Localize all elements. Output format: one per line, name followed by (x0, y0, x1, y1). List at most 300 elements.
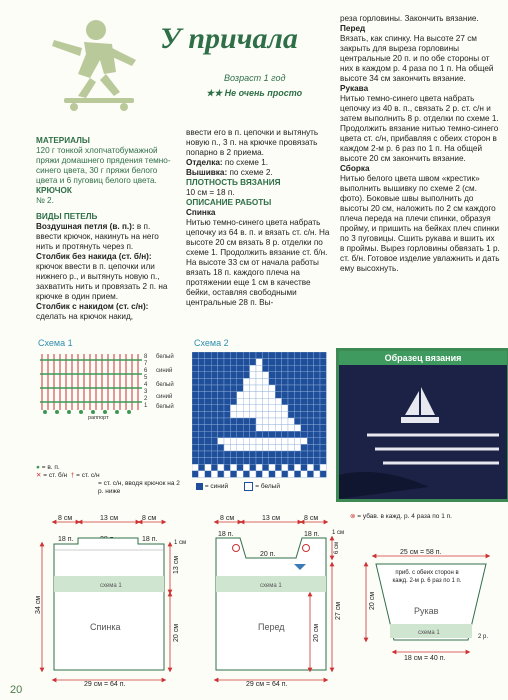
grid-cell (230, 451, 236, 458)
grid-cell (275, 352, 281, 359)
grid-cell (192, 372, 198, 379)
grid-cell (307, 451, 313, 458)
front-bottom: 29 см = 64 п. (246, 681, 288, 688)
grid-cell (250, 385, 256, 392)
back-height-upper: 13 см (173, 555, 180, 574)
grid-cell (282, 431, 288, 438)
grid-cell (205, 398, 211, 405)
grid-cell (237, 451, 243, 458)
grid-cell (205, 471, 211, 478)
grid-cell (243, 359, 249, 366)
grid-cell (282, 372, 288, 379)
grid-cell (211, 392, 217, 399)
grid-cell (262, 365, 268, 372)
grid-cell (307, 352, 313, 359)
grid-cell (320, 398, 326, 405)
grid-cell (198, 425, 204, 432)
grid-cell (269, 392, 275, 399)
grid-cell (282, 378, 288, 385)
page-title: У причала (160, 22, 298, 55)
grid-cell (256, 438, 262, 445)
grid-cell (205, 372, 211, 379)
grid-cell (198, 418, 204, 425)
white-swatch (244, 482, 253, 491)
grid-cell (320, 418, 326, 425)
front-width-right: 8 см (304, 515, 319, 522)
grid-cell (275, 471, 281, 478)
grid-cell (198, 392, 204, 399)
grid-cell (301, 425, 307, 432)
grid-cell (243, 431, 249, 438)
grid-cell (314, 398, 320, 405)
grid-cell (262, 464, 268, 471)
grid-cell (237, 372, 243, 379)
grid-cell (269, 385, 275, 392)
row-label-2: 2 (144, 396, 148, 402)
grid-cell (224, 405, 230, 412)
back-width-left: 8 см (58, 515, 73, 522)
scheme1-title: Схема 1 (38, 338, 73, 348)
grid-cell (307, 365, 313, 372)
grid-cell (314, 392, 320, 399)
grid-cell (211, 444, 217, 451)
grid-cell (205, 365, 211, 372)
grid-cell (243, 418, 249, 425)
grid-cell (288, 464, 294, 471)
grid-cell (250, 398, 256, 405)
column-materials (36, 136, 178, 322)
grid-cell (256, 451, 262, 458)
grid-cell (205, 438, 211, 445)
grid-cell (314, 405, 320, 412)
grid-cell (320, 431, 326, 438)
grid-cell (205, 444, 211, 451)
back-heading: Спинка (186, 208, 216, 217)
grid-cell (314, 418, 320, 425)
grid-cell (250, 372, 256, 379)
grid-cell (243, 372, 249, 379)
grid-cell (282, 458, 288, 465)
grid-cell (205, 464, 211, 471)
grid-cell (243, 458, 249, 465)
grid-cell (250, 352, 256, 359)
grid-cell (320, 458, 326, 465)
grid-cell (288, 378, 294, 385)
grid-cell (314, 425, 320, 432)
grid-cell (307, 458, 313, 465)
grid-cell (275, 398, 281, 405)
grid-cell (320, 378, 326, 385)
grid-cell (269, 352, 275, 359)
grid-cell (301, 438, 307, 445)
grid-cell (250, 359, 256, 366)
grid-cell (205, 359, 211, 366)
grid-cell (230, 365, 236, 372)
grid-cell (205, 451, 211, 458)
grid-cell (320, 411, 326, 418)
grid-cell (262, 431, 268, 438)
grid-cell (262, 458, 268, 465)
grid-cell (320, 372, 326, 379)
row-label-1: 1 (144, 403, 148, 409)
grid-cell (269, 372, 275, 379)
grid-cell (237, 398, 243, 405)
grid-cell (218, 411, 224, 418)
grid-cell (205, 392, 211, 399)
grid-cell (256, 431, 262, 438)
grid-cell (288, 418, 294, 425)
grid-cell (250, 431, 256, 438)
sleeve-scheme-label: схема 1 (418, 630, 440, 636)
difficulty-label: ★★ Не очень просто (206, 88, 303, 98)
grid-cell (314, 378, 320, 385)
col3-continued-text: реза горловины. Закончить вязание. (340, 14, 479, 23)
grid-cell (262, 438, 268, 445)
back-text: Нитью темно-синего цвета набрать цепочку из 64 в. п. и вязать ст. с/н. На высоте 20 см вязать 8 р. отделки по схеме 1. Продолжить вязание ст. б/н. На высоте 33 см от начала работы вязать 18 п. каждого плеча на протяжении еще 1 см в качестве бейки, оставляя свободными центральные 28 п. Вы- (186, 218, 330, 307)
grid-cell (288, 405, 294, 412)
grid-cell (282, 359, 288, 366)
grid-cell (250, 444, 256, 451)
grid-cell (262, 352, 268, 359)
work-heading: ОПИСАНИЕ РАБОТЫ (186, 198, 272, 207)
grid-cell (243, 411, 249, 418)
grid-cell (288, 352, 294, 359)
grid-cell (307, 378, 313, 385)
grid-cell (224, 458, 230, 465)
grid-cell (192, 418, 198, 425)
front-text: Вязать, как спинку. На высоте 27 см закрыть для выреза горловины центральные 20 п. и по обе стороны от них в каждом р. 4 раза по 1 п. На общей высоте 34 см закончить вязание. (340, 34, 494, 83)
back-height-lower: 20 см (173, 623, 180, 642)
grid-cell (262, 405, 268, 412)
grid-cell (230, 392, 236, 399)
grid-cell (237, 444, 243, 451)
grid-cell (230, 458, 236, 465)
grid-cell (307, 418, 313, 425)
grid-cell (294, 378, 300, 385)
grid-cell (282, 398, 288, 405)
grid-cell (288, 451, 294, 458)
back-height-total: 34 см (35, 595, 42, 614)
grid-cell (262, 385, 268, 392)
finishing-text: Отделка: по схеме 1. (186, 158, 269, 167)
grid-cell (314, 365, 320, 372)
grid-cell (237, 438, 243, 445)
grid-cell (262, 398, 268, 405)
grid-cell (256, 405, 262, 412)
grid-cell (224, 431, 230, 438)
grid-cell (230, 359, 236, 366)
grid-cell (218, 418, 224, 425)
grid-cell (205, 411, 211, 418)
grid-cell (282, 418, 288, 425)
grid-cell (314, 444, 320, 451)
grid-cell (269, 398, 275, 405)
grid-cell (224, 352, 230, 359)
grid-cell (230, 438, 236, 445)
grid-cell (211, 425, 217, 432)
grid-cell (256, 385, 262, 392)
grid-cell (301, 372, 307, 379)
grid-cell (307, 398, 313, 405)
increase-note: приб. с обеих сторон в кажд. 2-м р. 6 раз по 1 п. (392, 570, 462, 584)
grid-cell (282, 464, 288, 471)
grid-cell (301, 365, 307, 372)
grid-cell (294, 431, 300, 438)
grid-cell (256, 464, 262, 471)
grid-cell (230, 444, 236, 451)
grid-cell (282, 425, 288, 432)
sleeve-heading: Рукава (340, 84, 369, 93)
grid-cell (282, 392, 288, 399)
grid-cell (192, 444, 198, 451)
grid-cell (320, 359, 326, 366)
grid-cell (230, 431, 236, 438)
grid-cell (314, 471, 320, 478)
grid-cell (275, 464, 281, 471)
grid-cell (269, 359, 275, 366)
grid-cell (205, 352, 211, 359)
grid-cell (269, 471, 275, 478)
grid-cell (320, 451, 326, 458)
grid-cell (314, 372, 320, 379)
materials-text: 120 г тонкой хлопчатобумажной пряжи домашнего прядения темно-синего цвета, 30 г пряжи белого цвета и 6 пуговиц белого цвета. (36, 146, 171, 185)
grid-cell (282, 405, 288, 412)
grid-cell (288, 438, 294, 445)
grid-cell (237, 365, 243, 372)
grid-cell (198, 458, 204, 465)
grid-cell (288, 411, 294, 418)
grid-cell (230, 372, 236, 379)
grid-cell (224, 378, 230, 385)
grid-cell (256, 392, 262, 399)
grid-cell (288, 471, 294, 478)
grid-cell (243, 438, 249, 445)
grid-cell (224, 398, 230, 405)
grid-cell (230, 398, 236, 405)
grid-cell (243, 471, 249, 478)
grid-cell (250, 418, 256, 425)
grid-cell (224, 359, 230, 366)
legend-sc: ✕ = ст. б/н † = ст. с/н (36, 472, 100, 479)
grid-cell (294, 398, 300, 405)
grid-cell (243, 451, 249, 458)
grid-cell (211, 398, 217, 405)
grid-cell (237, 385, 243, 392)
grid-cell (269, 411, 275, 418)
grid-cell (237, 378, 243, 385)
grid-cell (224, 451, 230, 458)
grid-cell (294, 444, 300, 451)
grid-cell (288, 458, 294, 465)
grid-cell (224, 438, 230, 445)
grid-cell (294, 359, 300, 366)
grid-cell (237, 352, 243, 359)
grid-cell (256, 458, 262, 465)
grid-cell (307, 431, 313, 438)
grid-cell (230, 405, 236, 412)
grid-cell (320, 464, 326, 471)
grid-cell (256, 359, 262, 366)
grid-cell (262, 359, 268, 366)
grid-cell (198, 411, 204, 418)
grid-cell (237, 458, 243, 465)
grid-cell (314, 451, 320, 458)
grid-cell (218, 385, 224, 392)
grid-cell (301, 444, 307, 451)
grid-cell (275, 458, 281, 465)
grid-cell (250, 438, 256, 445)
front-st-right: 18 п. (304, 531, 320, 538)
grid-cell (301, 359, 307, 366)
grid-cell (218, 451, 224, 458)
grid-cell (198, 471, 204, 478)
sleeve-bottom: 18 см = 40 п. (404, 655, 446, 662)
grid-cell (192, 398, 198, 405)
grid-cell (294, 458, 300, 465)
grid-cell (211, 431, 217, 438)
grid-cell (262, 411, 268, 418)
grid-cell (198, 438, 204, 445)
grid-cell (205, 418, 211, 425)
grid-cell (314, 359, 320, 366)
assembly-text: Нитью белого цвета швом «крестик» выполнить вышивку по схеме 2 (см. фото). Боковые швы выполнить до высоты 20 см, наложить по 2 см каждого плеча переда на плечи спинки, образуя пройму, и пришить на бейках плеч спинки по 3 пуговицы. Сшить рукава и вшить их в проймы. Вырез горловины обвязать 1 р. ст. б/н. Готовое изделие увлажнить и дать ему высохнуть. (340, 174, 500, 273)
scheme2-grid (192, 352, 330, 480)
legend-dc2: = ст. с/н, вводя крючок на 2 р. ниже (98, 480, 180, 495)
row-label-8: 8 (144, 354, 148, 360)
row-label-7: 7 (144, 361, 148, 367)
grid-cell (198, 444, 204, 451)
scheme1-legend (36, 464, 186, 496)
grid-cell (275, 411, 281, 418)
grid-cell (288, 431, 294, 438)
back-pattern (35, 515, 186, 688)
grid-cell (192, 378, 198, 385)
grid-cell (262, 471, 268, 478)
density-heading: ПЛОТНОСТЬ ВЯЗАНИЯ (186, 178, 281, 187)
garment-patterns (20, 514, 508, 688)
grid-cell (198, 464, 204, 471)
grid-cell (224, 444, 230, 451)
grid-cell (243, 392, 249, 399)
grid-cell (205, 405, 211, 412)
grid-cell (198, 372, 204, 379)
skateboarder-icon (34, 14, 152, 114)
grid-cell (198, 365, 204, 372)
grid-cell (307, 392, 313, 399)
grid-cell (294, 411, 300, 418)
column-work (186, 128, 331, 308)
grid-cell (320, 352, 326, 359)
grid-cell (237, 431, 243, 438)
grid-cell (211, 359, 217, 366)
grid-cell (294, 372, 300, 379)
dc-text: Столбик с накидом (ст. с/н): сделать на крючок накид, (36, 302, 149, 321)
grid-cell (224, 425, 230, 432)
grid-cell (198, 352, 204, 359)
grid-cell (282, 451, 288, 458)
grid-cell (294, 405, 300, 412)
grid-cell (282, 471, 288, 478)
back-label: Спинка (90, 622, 121, 632)
grid-cell (314, 464, 320, 471)
grid-cell (301, 451, 307, 458)
hook-text: № 2. (36, 196, 54, 205)
front-neck-height: 6 см (334, 541, 340, 554)
grid-cell (250, 411, 256, 418)
front-heading: Перед (340, 24, 366, 33)
grid-cell (301, 458, 307, 465)
circle-x-icon: ⊗ (350, 513, 356, 520)
grid-cell (250, 471, 256, 478)
grid-cell (243, 398, 249, 405)
grid-cell (314, 431, 320, 438)
grid-cell (294, 438, 300, 445)
grid-cell (192, 365, 198, 372)
column-front-sleeve (340, 14, 500, 274)
col2-continued-text: ввести его в п. цепочки и вытянуть новую п., 3 п. на крючке провязать попарно в 2 приема. (186, 128, 319, 157)
back-bottom: 29 см = 64 п. (84, 681, 126, 688)
grid-cell (237, 464, 243, 471)
grid-cell (282, 352, 288, 359)
grid-cell (192, 458, 198, 465)
grid-cell (294, 425, 300, 432)
grid-cell (218, 438, 224, 445)
grid-cell (307, 372, 313, 379)
front-pattern (216, 515, 344, 688)
back-width-mid: 13 см (100, 515, 119, 522)
grid-cell (243, 385, 249, 392)
grid-cell (205, 425, 211, 432)
grid-cell (230, 418, 236, 425)
grid-cell (314, 385, 320, 392)
grid-cell (250, 392, 256, 399)
grid-cell (275, 438, 281, 445)
loops-heading: ВИДЫ ПЕТЕЛЬ (36, 212, 98, 221)
grid-cell (307, 425, 313, 432)
grid-cell (205, 385, 211, 392)
grid-cell (301, 418, 307, 425)
grid-cell (288, 444, 294, 451)
grid-cell (282, 365, 288, 372)
grid-cell (301, 411, 307, 418)
grid-cell (262, 372, 268, 379)
grid-cell (301, 378, 307, 385)
grid-cell (192, 359, 198, 366)
grid-cell (307, 405, 313, 412)
grid-cell (288, 425, 294, 432)
front-height-top: 1 см (332, 530, 345, 536)
assembly-heading: Сборка (340, 164, 370, 173)
grid-cell (218, 378, 224, 385)
grid-cell (205, 378, 211, 385)
front-label: Перед (258, 622, 285, 632)
grid-cell (211, 365, 217, 372)
grid-cell (294, 464, 300, 471)
grid-cell (250, 425, 256, 432)
grid-cell (301, 385, 307, 392)
grid-cell (294, 471, 300, 478)
grid-cell (320, 438, 326, 445)
grid-cell (294, 352, 300, 359)
grid-cell (320, 425, 326, 432)
grid-cell (250, 378, 256, 385)
back-height-top: 1 см (174, 540, 187, 546)
grid-cell (218, 431, 224, 438)
grid-cell (224, 418, 230, 425)
grid-cell (262, 451, 268, 458)
grid-cell (211, 458, 217, 465)
grid-cell (262, 418, 268, 425)
